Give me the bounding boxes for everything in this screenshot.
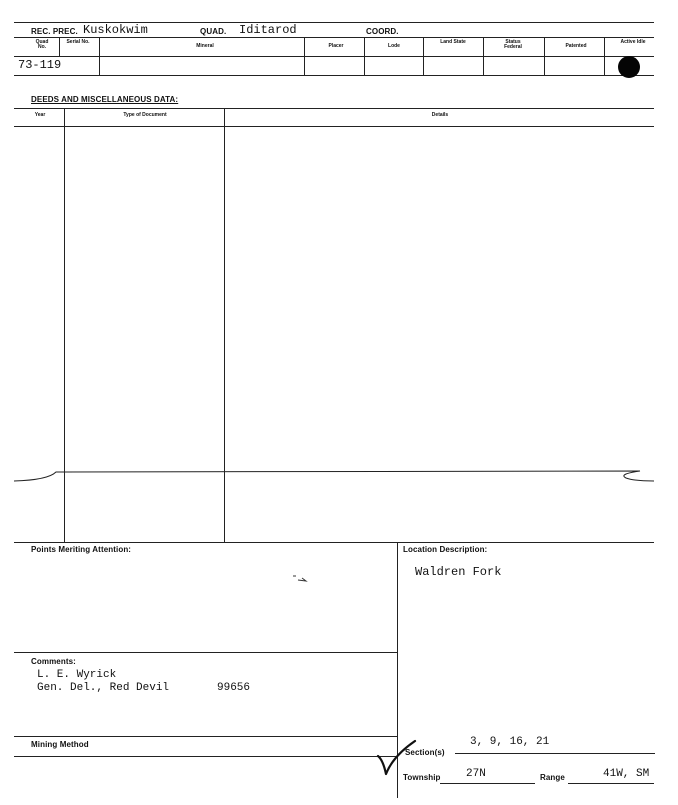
sections-underline xyxy=(455,753,655,754)
col-divider xyxy=(423,37,424,75)
header-rule xyxy=(14,37,654,38)
township-underline xyxy=(440,783,535,784)
active-idle-filled-dot xyxy=(618,56,640,78)
col-mineral: Mineral xyxy=(196,43,214,49)
sections-value: 3, 9, 16, 21 xyxy=(470,736,550,748)
township-value: 27N xyxy=(466,768,486,780)
comments-top-rule xyxy=(14,652,397,653)
mining-method-top-rule xyxy=(14,736,397,737)
col-divider xyxy=(364,37,365,75)
location-label: Location Description: xyxy=(403,545,488,554)
deeds-top-rule xyxy=(14,108,654,109)
range-value: 41W, SM xyxy=(603,768,650,780)
col-year: Year xyxy=(34,112,46,118)
coord-label: COORD. xyxy=(366,27,399,36)
col-active-idle: Active Idle xyxy=(620,39,646,45)
bottom-section-top-rule xyxy=(14,542,654,543)
column-header-rule xyxy=(14,56,654,57)
range-label: Range xyxy=(540,773,565,782)
deeds-header-rule xyxy=(14,126,654,127)
col-status-federal: Status Federal xyxy=(504,39,522,50)
col-divider xyxy=(304,37,305,75)
mining-method-label: Mining Method xyxy=(31,740,89,749)
col-placer: Placer xyxy=(328,43,344,49)
fold-line xyxy=(0,462,678,492)
col-type-of-document: Type of Document xyxy=(123,112,167,118)
record-row-bottom-rule xyxy=(14,75,654,76)
quad-value: Iditarod xyxy=(239,23,297,37)
comments-label: Comments: xyxy=(31,657,76,666)
col-divider xyxy=(544,37,545,75)
col-divider xyxy=(483,37,484,75)
comments-line-2: Gen. Del., Red Devil xyxy=(37,682,170,694)
col-lode: Lode xyxy=(388,43,400,49)
col-serial-no: Serial No. xyxy=(66,39,90,45)
rec-prec-value: Kuskokwim xyxy=(83,23,148,37)
col-details: Details xyxy=(431,112,449,118)
mining-method-bottom-rule xyxy=(14,756,397,757)
quad-label: QUAD. xyxy=(200,27,227,36)
points-label: Points Meriting Attention: xyxy=(31,545,132,554)
col-patented: Patented xyxy=(565,43,587,49)
col-divider xyxy=(604,37,605,75)
rec-prec-label: REC. PREC. xyxy=(31,27,78,36)
quad-no-value: 73-119 xyxy=(18,58,62,72)
checkmark xyxy=(375,738,425,778)
comments-line-1: L. E. Wyrick xyxy=(37,669,117,681)
col-quad-no: Quad No. xyxy=(35,39,49,50)
deeds-title: DEEDS AND MISCELLANEOUS DATA: xyxy=(31,95,179,104)
pen-mark xyxy=(292,574,312,584)
col-land-state: Land State xyxy=(440,39,466,45)
sections-label: Section(s) xyxy=(405,748,445,757)
location-value: Waldren Fork xyxy=(415,565,502,579)
township-label: Township xyxy=(403,773,441,782)
range-underline xyxy=(568,783,654,784)
comments-zip: 99656 xyxy=(217,682,251,694)
col-divider xyxy=(99,37,100,75)
col-divider xyxy=(59,37,60,56)
header-top-rule xyxy=(14,22,654,23)
